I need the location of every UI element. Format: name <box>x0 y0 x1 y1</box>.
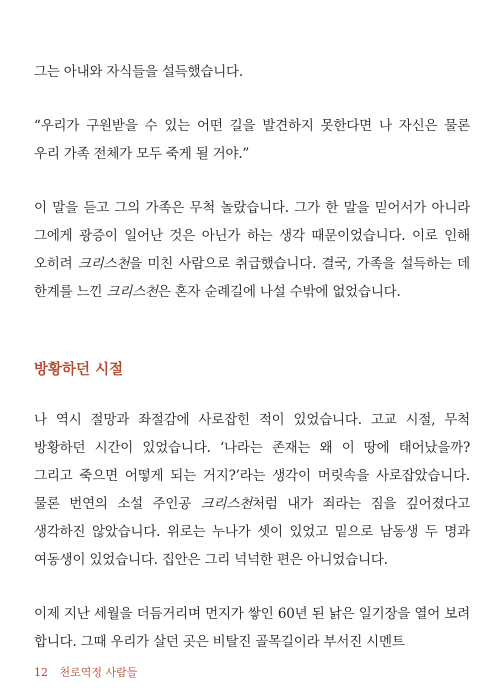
christian-name-emphasis: 크리스천 <box>77 256 130 272</box>
paragraph-4 <box>34 406 470 574</box>
running-title: 천로역정 사람들 <box>59 666 138 679</box>
christian-name-emphasis: 크리스천 <box>106 284 158 300</box>
paragraph-2-quote: “우리가 구원받을 수 있는 어떤 길을 발견하지 못한다면 나 자신은 물론 우리 가족 전체가 모두 죽게 될 거야.” <box>34 118 470 162</box>
christian-name-emphasis: 크리스천 <box>200 496 253 512</box>
paragraph-3 <box>34 194 470 306</box>
paragraph-4-text-a: 나 역시 절망과 좌절감에 사로잡힌 적이 있었습니다. 고교 시절, 무척 방황하던 시간이 있었습니다. ‘나라는 존재는 왜 이 땅에 태어났을까? 그리고 죽으면 어떻게 되는 거지?’라는 생각이 머릿속을 사로잡았습니다. 물론 번연의 소설 주인공 <box>34 412 470 512</box>
paragraph-4-text-b: 처럼 내가 죄라는 짐을 깊어졌다고 생각하진 않았습니다. 위로는 누나가 셋이 있었고 밑으로 남동생 두 명과 여동생이 있었습니다. 집안은 그리 넉넉한 편은 아니었습니다. <box>34 496 471 568</box>
page-footer <box>34 664 137 680</box>
page-number: 12 <box>34 666 48 679</box>
section-heading: 방황하던 시절 <box>34 362 124 378</box>
paragraph-5: 이제 지난 세월을 더듬거리며 먼지가 쌓인 60년 된 낡은 일기장을 열어 보려 합니다. 그때 우리가 살던 곳은 비탈진 골목길이라 부서진 시멘트 <box>34 606 470 650</box>
page-body <box>34 58 470 682</box>
paragraph-3-text-c: 은 혼자 순례길에 나설 수밖에 없었습니다. <box>157 284 401 300</box>
paragraph-3-text-b: 을 미친 사람으로 취급했습니다. 결국, 가족을 설득하는 데 한계를 느낀 <box>34 256 470 300</box>
paragraph-3-text-a: 이 말을 듣고 그의 가족은 무척 놀랐습니다. 그가 한 말을 믿어서가 아니라 그에게 광증이 일어난 것은 아닌가 하는 생각 때문이었습니다. 이로 인해 오히려 <box>34 200 470 272</box>
paragraph-1: 그는 아내와 자식들을 설득했습니다. <box>34 64 243 80</box>
